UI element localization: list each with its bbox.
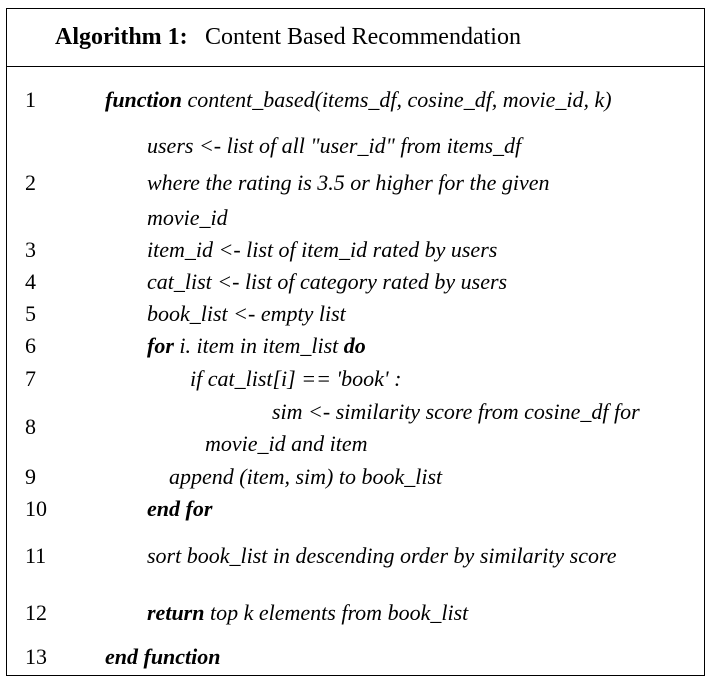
line-9: append (item, sim) to book_list bbox=[169, 464, 443, 489]
algorithm-header bbox=[7, 9, 704, 67]
line-number-2: 2 bbox=[25, 170, 36, 195]
line-10: end for bbox=[147, 496, 213, 521]
line-number-9: 9 bbox=[25, 464, 36, 489]
line-number-1: 1 bbox=[25, 87, 36, 112]
line-2b: where the rating is 3.5 or higher for the given bbox=[147, 170, 550, 195]
line-2c: movie_id bbox=[147, 205, 228, 230]
line-13: end function bbox=[105, 644, 221, 669]
keyword-for: for bbox=[147, 333, 174, 358]
line-1 bbox=[105, 87, 612, 113]
line-8a: sim <- similarity score from cosine_df for bbox=[272, 399, 640, 424]
line-number-8: 8 bbox=[25, 414, 36, 439]
keyword-function: function bbox=[105, 87, 183, 112]
line-2a: users <- list of all "user_id" from items_df bbox=[147, 133, 522, 158]
line-7: if cat_list[i] == 'book' : bbox=[190, 366, 402, 391]
algorithm-title: Content Based Recommendation bbox=[205, 24, 521, 50]
line-number-11: 11 bbox=[25, 543, 47, 568]
line-3: item_id <- list of item_id rated by users bbox=[147, 237, 498, 262]
line-number-6: 6 bbox=[25, 333, 36, 358]
line-12-text: top k elements from book_list bbox=[204, 600, 469, 625]
line-11: sort book_list in descending order by similarity score bbox=[147, 543, 617, 568]
algorithm-label: Algorithm 1: bbox=[55, 24, 188, 50]
line-6 bbox=[147, 333, 366, 359]
line-8b: movie_id and item bbox=[205, 431, 368, 456]
line-number-12: 12 bbox=[25, 600, 47, 625]
line-6-text: i. item in item_list bbox=[173, 333, 344, 358]
line-number-13: 13 bbox=[25, 644, 47, 669]
line-4: cat_list <- list of category rated by users bbox=[147, 269, 508, 294]
keyword-return: return bbox=[147, 600, 205, 625]
line-number-10: 10 bbox=[25, 496, 47, 521]
line-12 bbox=[147, 600, 468, 626]
line-number-7: 7 bbox=[25, 366, 36, 391]
line-1-text: content_based(items_df, cosine_df, movie_id, k) bbox=[182, 87, 612, 112]
keyword-do: do bbox=[343, 333, 366, 358]
line-number-3: 3 bbox=[25, 237, 36, 262]
algorithm-box bbox=[6, 8, 705, 676]
line-number-5: 5 bbox=[25, 301, 36, 326]
line-number-4: 4 bbox=[25, 269, 36, 294]
line-5: book_list <- empty list bbox=[147, 301, 346, 326]
